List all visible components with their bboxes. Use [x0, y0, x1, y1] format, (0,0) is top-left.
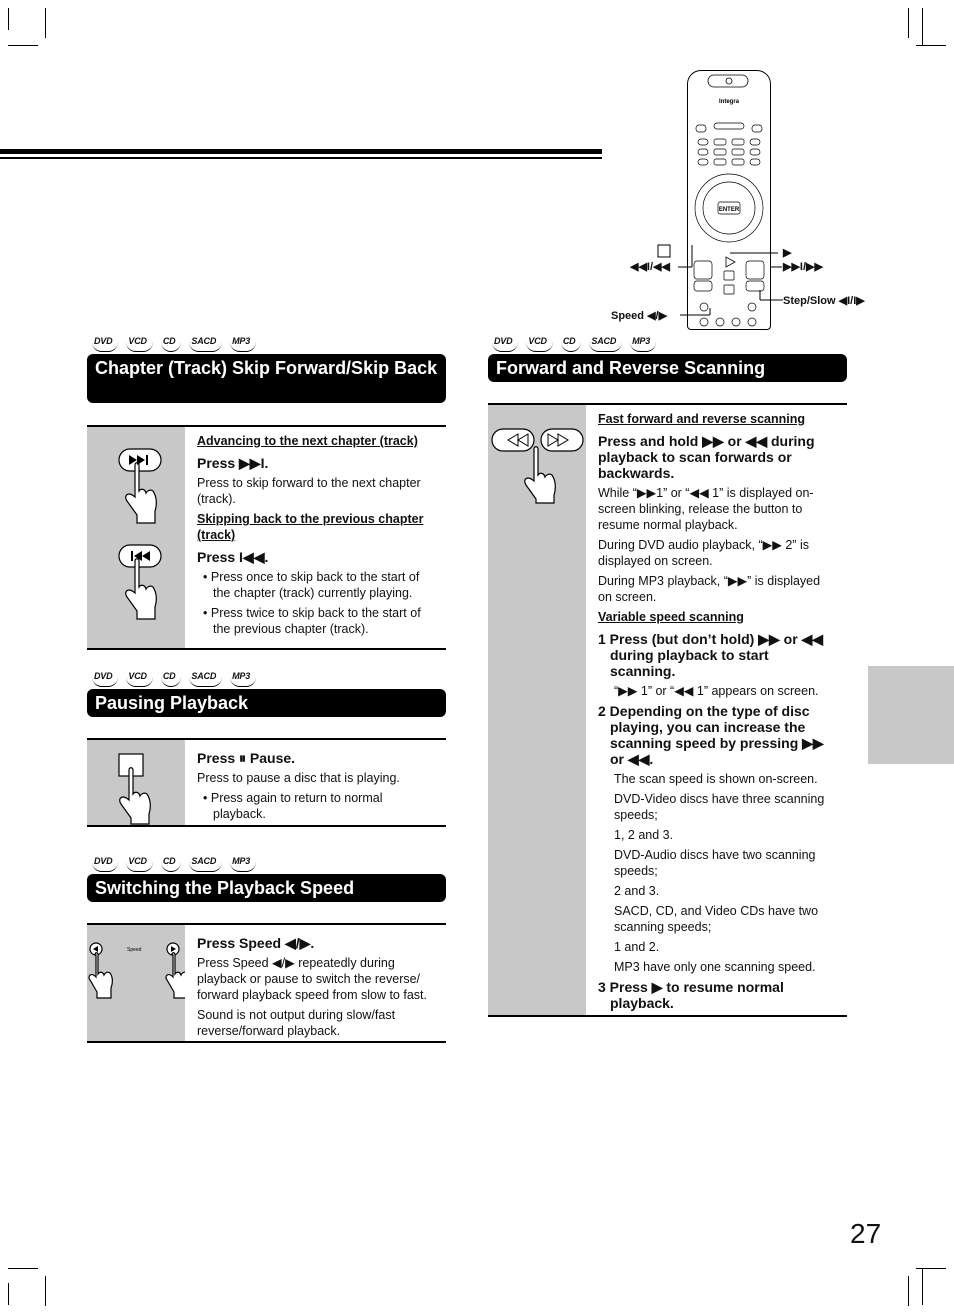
advance-press: Press ▶▶I.	[197, 455, 269, 471]
step-1: 1 Press (but don’t hold) ▶▶ or ◀◀ during playback to start scanning.	[598, 631, 824, 679]
hand-press-icon	[87, 427, 185, 648]
fast-paragraph: While “▶▶1” or “◀◀ 1” is displayed on-screen blinking, release the button to resume normal playback.	[598, 486, 814, 532]
header-rule	[0, 157, 602, 159]
format-badge: VCD	[126, 856, 152, 872]
advance-heading: Advancing to the next chapter (track)	[197, 434, 418, 448]
crop-mark	[922, 8, 923, 45]
pause-description: Press to pause a disc that is playing.	[197, 771, 400, 785]
panel-speed	[87, 923, 446, 1043]
format-badge: SACD	[189, 671, 222, 687]
format-badge: MP3	[230, 671, 256, 687]
hand-press-scan-icon	[488, 405, 586, 505]
format-badge: CD	[161, 671, 182, 687]
format-badge: VCD	[526, 336, 552, 352]
chapter-text	[185, 427, 446, 648]
format-badge: DVD	[92, 856, 118, 872]
section-title-chapter: Chapter (Track) Skip Forward/Skip Back	[87, 354, 446, 403]
format-badge: VCD	[126, 336, 152, 352]
illustration-column	[87, 740, 185, 825]
format-badge: SACD	[589, 336, 622, 352]
remote-label-skip-forward: ▶▶I/▶▶	[783, 261, 823, 273]
format-badge: DVD	[92, 671, 118, 687]
panel-pause	[87, 738, 446, 827]
fast-heading: Fast forward and reverse scanning	[598, 412, 806, 426]
illustration-column	[488, 405, 586, 1015]
step-2: 2 Depending on the type of disc playing, you can increase the scanning speed by pressing ▶▶ or ◀◀.	[598, 703, 824, 767]
format-badge: DVD	[492, 336, 518, 352]
crop-mark	[45, 8, 46, 38]
crop-mark	[8, 8, 9, 30]
scan-text	[586, 405, 847, 1015]
back-heading: Skipping back to the previous chapter (track)	[197, 512, 424, 542]
header-rule	[0, 149, 602, 154]
hand-press-pause-icon	[87, 740, 185, 825]
fast-paragraph: During MP3 playback, “▶▶” is displayed on screen.	[598, 574, 821, 604]
illustration-column	[87, 427, 185, 648]
format-badge: MP3	[630, 336, 656, 352]
format-badge: MP3	[230, 336, 256, 352]
hand-press-speed-icon	[87, 925, 185, 1041]
speed-press: Press Speed ◀/▶.	[197, 935, 315, 951]
crop-mark	[8, 45, 38, 46]
remote-enter-label: ENTER	[718, 207, 740, 213]
format-badge: MP3	[230, 856, 256, 872]
speed-text	[185, 925, 446, 1041]
crop-mark	[922, 1268, 923, 1305]
step-2-note: 1 and 2.	[614, 940, 660, 954]
illustration-column	[87, 925, 185, 1041]
fast-paragraph: During DVD audio playback, “▶▶ 2” is displayed on screen.	[598, 538, 809, 568]
step-2-note: DVD-Video discs have three scanning speeds;	[614, 792, 825, 822]
step-2-note: MP3 have only one scanning speed.	[614, 960, 816, 974]
format-badge: CD	[561, 336, 582, 352]
format-badge: CD	[161, 856, 182, 872]
section-title-pause: Pausing Playback	[87, 689, 446, 717]
panel-scan	[488, 403, 847, 1017]
crop-mark	[916, 45, 946, 46]
step-2-note: 1, 2 and 3.	[614, 828, 674, 842]
speed-note: Sound is not output during slow/fast reverse/forward playback.	[197, 1008, 396, 1038]
format-badges	[492, 336, 656, 352]
panel-chapter	[87, 425, 446, 650]
crop-mark	[8, 1268, 38, 1269]
advance-text: Press to skip forward to the next chapter (track).	[197, 476, 421, 506]
page-number: 27	[850, 1218, 882, 1249]
format-badge: SACD	[189, 856, 222, 872]
fast-press: Press and hold ▶▶ or ◀◀ during playback to scan forwards or backwards.	[598, 433, 815, 481]
remote-label-skip-back: ◀◀I/◀◀	[630, 261, 670, 273]
remote-label-speed: Speed ◀/▶	[611, 310, 668, 322]
format-badge: SACD	[189, 336, 222, 352]
remote-brand: Integra	[718, 99, 740, 105]
back-press: Press I◀◀.	[197, 549, 269, 565]
format-badge: VCD	[126, 671, 152, 687]
crop-mark	[916, 1268, 946, 1269]
step-2-note: The scan speed is shown on-screen.	[614, 772, 818, 786]
format-badges	[92, 856, 256, 872]
format-badges	[92, 336, 256, 352]
back-bullet: • Press twice to skip back to the start of the previous chapter (track).	[203, 606, 421, 636]
step-1-note: “▶▶ 1” or “◀◀ 1” appears on screen.	[614, 684, 819, 698]
crop-mark	[45, 1276, 46, 1306]
step-2-note: DVD-Audio discs have two scanning speeds;	[614, 848, 816, 878]
step-3: 3 Press ▶ to resume normal playback.	[598, 979, 784, 1011]
format-badges	[92, 671, 256, 687]
step-2-note: SACD, CD, and Video CDs have two scanning speeds;	[614, 904, 819, 934]
pause-text	[185, 740, 446, 825]
crop-mark	[908, 1276, 909, 1306]
step-2-note: 2 and 3.	[614, 884, 660, 898]
crop-mark	[8, 1283, 9, 1305]
crop-mark	[908, 8, 909, 38]
back-bullet: • Press once to skip back to the start of the chapter (track) currently playing.	[203, 570, 420, 600]
format-badge: DVD	[92, 336, 118, 352]
speed-description: Press Speed ◀/▶ repeatedly during playback or pause to switch the reverse/ forward playback speed from slow to fast.	[197, 956, 427, 1002]
section-title-scan: Forward and Reverse Scanning	[488, 354, 847, 382]
pause-bullet: • Press again to return to normal playback.	[203, 791, 383, 821]
remote-label-step-slow: Step/Slow ◀I/I▶	[783, 295, 865, 307]
pause-press: Press ⏸ Pause.	[197, 750, 296, 766]
format-badge: CD	[161, 336, 182, 352]
section-title-speed: Switching the Playback Speed	[87, 874, 446, 902]
variable-heading: Variable speed scanning	[598, 610, 744, 624]
remote-label-play: ▶	[783, 247, 792, 259]
speed-icon-label: Speed	[127, 947, 142, 953]
side-tab	[868, 666, 954, 764]
